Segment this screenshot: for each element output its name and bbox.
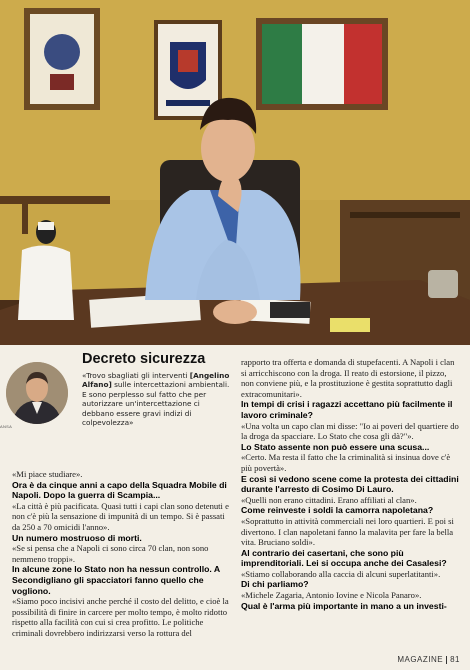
quote-name: [Angelino Alfano]: [82, 371, 230, 390]
page-number: 81: [450, 655, 460, 664]
interview-question: Un numero mostruoso di morti.: [12, 532, 142, 543]
footer-divider: [446, 656, 447, 664]
left-column: [12, 469, 234, 639]
interview-question: Di chi parliamo?: [241, 579, 309, 590]
interview-question: E così si vedono scene come la protesta dei cittadini durante l'arresto di Cosimo Di Lauro.: [241, 473, 459, 495]
interview-question: Ora è da cinque anni a capo della Squadra Mobile di Napoli. Dopo la guerra di Scampia...: [12, 479, 227, 501]
interview-answer: «La città è più pacificata. Quasi tutti i capi clan sono detenuti e non c'è più la sensazione di impunità di un tempo. Si è passati da 250 a 70 omicidi l'anno».: [12, 500, 229, 532]
photo-credit: ANSA: [0, 424, 13, 429]
interview-answer: rapporto tra offerta e domanda di stupefacenti. A Napoli i clan si arricchiscono con la droga. Il reato di estorsione, il pizzo, non conviene più, e la prostituzione è gestita soprattutto dagli extracomunitari».: [241, 357, 455, 399]
interview-question: Come reinveste i soldi la camorra napoletana?: [241, 505, 434, 516]
interview-answer: «Soprattutto in attività commerciali nei loro quartieri. E poi si divertono. I clan napoletani fanno la malavita per fare la bella vita. Bruciano soldi».: [241, 515, 454, 548]
interview-answer: «Una volta un capo clan mi disse: "Io ai poveri del quartiere do la droga da spacciare. Lo Stato che cosa gli dà?"».: [241, 420, 459, 442]
framed-crest-left: [24, 8, 100, 110]
right-column: [241, 357, 459, 611]
interview-answer: «Stiamo collaborando alla caccia di alcuni superlatitanti».: [241, 568, 441, 579]
page-footer: [397, 655, 460, 664]
interview-question: Qual è l'arma più importante in mano a un investi-: [241, 600, 447, 611]
quote-rest: sulle intercettazioni ambientali. E sono perplesso sul fatto che per autorizzare un'intercettazione ci debbano essere gravi indizi di colpevolezza»: [82, 380, 230, 428]
sidebox: [6, 349, 236, 445]
interview-answer: «Se si pensa che a Napoli ci sono circa 70 clan, non sono nemmeno troppi».: [12, 543, 209, 564]
interview-answer: «Certo. Ma resta il fatto che la criminalità si insinua dove c'è più povertà».: [241, 452, 451, 473]
interview-answer: «Quelli non erano cittadini. Erano affiliati al clan».: [241, 494, 417, 505]
quote-open: «Trovo sbagliati gli interventi: [82, 371, 190, 380]
interview-question: In tempi di crisi i ragazzi accettano più facilmente il lavoro criminale?: [241, 399, 453, 420]
sidebox-title: Decreto sicurezza: [82, 351, 206, 367]
framed-flag-right: [256, 18, 388, 110]
sidebox-quote: [82, 371, 234, 427]
magazine-label: MAGAZINE: [397, 655, 444, 664]
interview-question: Al contrario dei casertani, che sono più imprenditoriali. Lei si occupa anche dei Casalesi?: [241, 547, 447, 569]
interview-answer: «Michele Zagaria, Antonio Iovine e Nicola Panaro».: [241, 590, 422, 601]
interview-answer: «Mi piace studiare».: [12, 469, 83, 479]
interview-answer: «Siamo poco incisivi anche perché il costo del delitto, e cioè la possibilità di finire in carcere per molto tempo, è molto ridotto rispetto alla facilità con cui si crea profitto. Le politiche criminali dovrebbero indirizzarsi verso la rottura del: [12, 596, 229, 638]
interview-question: Lo Stato assente non può essere una scusa...: [241, 441, 430, 452]
interview-question: In alcune zone lo Stato non ha nessun controllo. A Secondigliano gli spacciatori fanno quello che vogliono.: [12, 564, 220, 596]
